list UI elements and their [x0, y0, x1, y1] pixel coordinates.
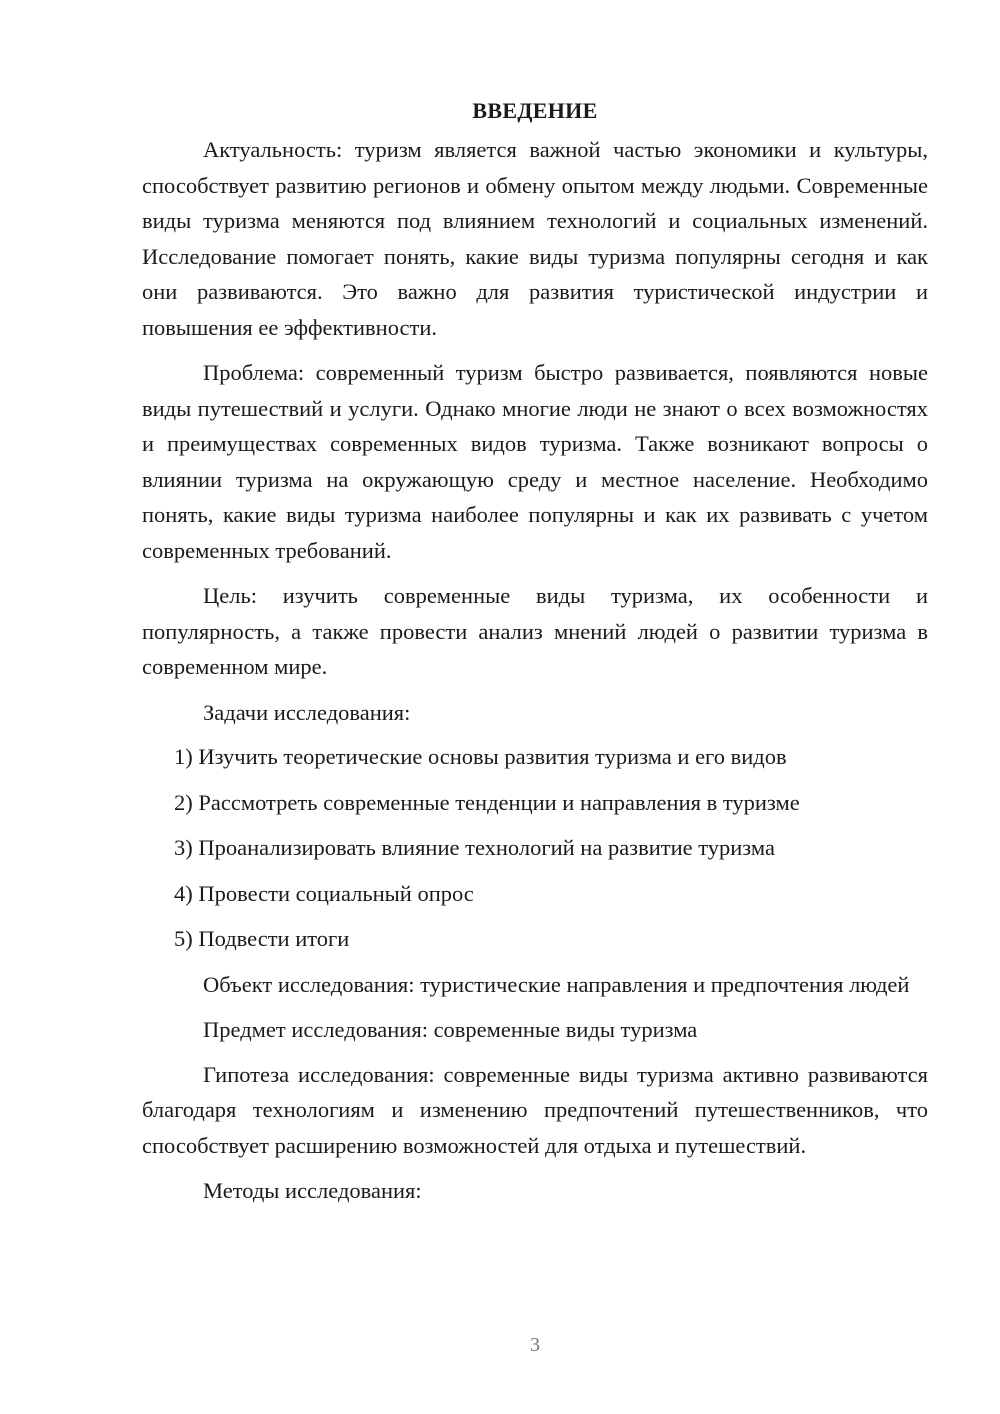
tasks-list [142, 739, 928, 957]
list-item: 4) Провести социальный опрос [174, 880, 474, 906]
page-number: 3 [530, 1334, 540, 1356]
list-item: 2) Рассмотреть современные тенденции и направления в туризме [174, 789, 800, 815]
paragraph-subject: Предмет исследования: современные виды туризма [203, 1017, 698, 1042]
list-item: 1) Изучить теоретические основы развития туризма и его видов [174, 744, 787, 769]
document-page [142, 96, 928, 1218]
list-item: 3) Проанализировать влияние технологий на развитие туризма [174, 835, 775, 860]
tasks-heading: Задачи исследования: [203, 699, 411, 725]
paragraph-relevance: Актуальность: туризм является важной частью экономики и культуры, способствует развитию регионов и обмену опытом между людьми. Современные виды туризма меняются под влиянием технологий и социальных изменений. Исследование помогает понять, какие виды туризма популярны сегодня и как они развиваются. Это важно для развития туристической индустрии и повышения ее эффективности. [142, 137, 928, 340]
methods-heading: Методы исследования: [203, 1178, 422, 1203]
paragraph-goal: Цель: изучить современные виды туризма, их особенности и популярность, а также провести анализ мнений людей о развитии туризма в современном мире. [142, 583, 928, 679]
list-item: 5) Подвести итоги [174, 926, 350, 951]
paragraph-hypothesis: Гипотеза исследования: современные виды туризма активно развиваются благодаря технологиям и изменению предпочтений путешественников, что способствует расширению возможностей для отдыха и путешествий. [142, 1061, 928, 1158]
paragraph-problem: Проблема: современный туризм быстро развивается, появляются новые виды путешествий и услуги. Однако многие люди не знают о всех возможностях и преимуществах современных видов туризма. Также возникают вопросы о влиянии туризма на окружающую среду и местное население. Необходимо понять, какие виды туризма наиболее популярны и как их развивать с учетом современных требований. [142, 360, 928, 563]
paragraph-object: Объект исследования: туристические направления и предпочтения людей [203, 971, 910, 997]
page-title: ВВЕДЕНИЕ [472, 98, 598, 123]
